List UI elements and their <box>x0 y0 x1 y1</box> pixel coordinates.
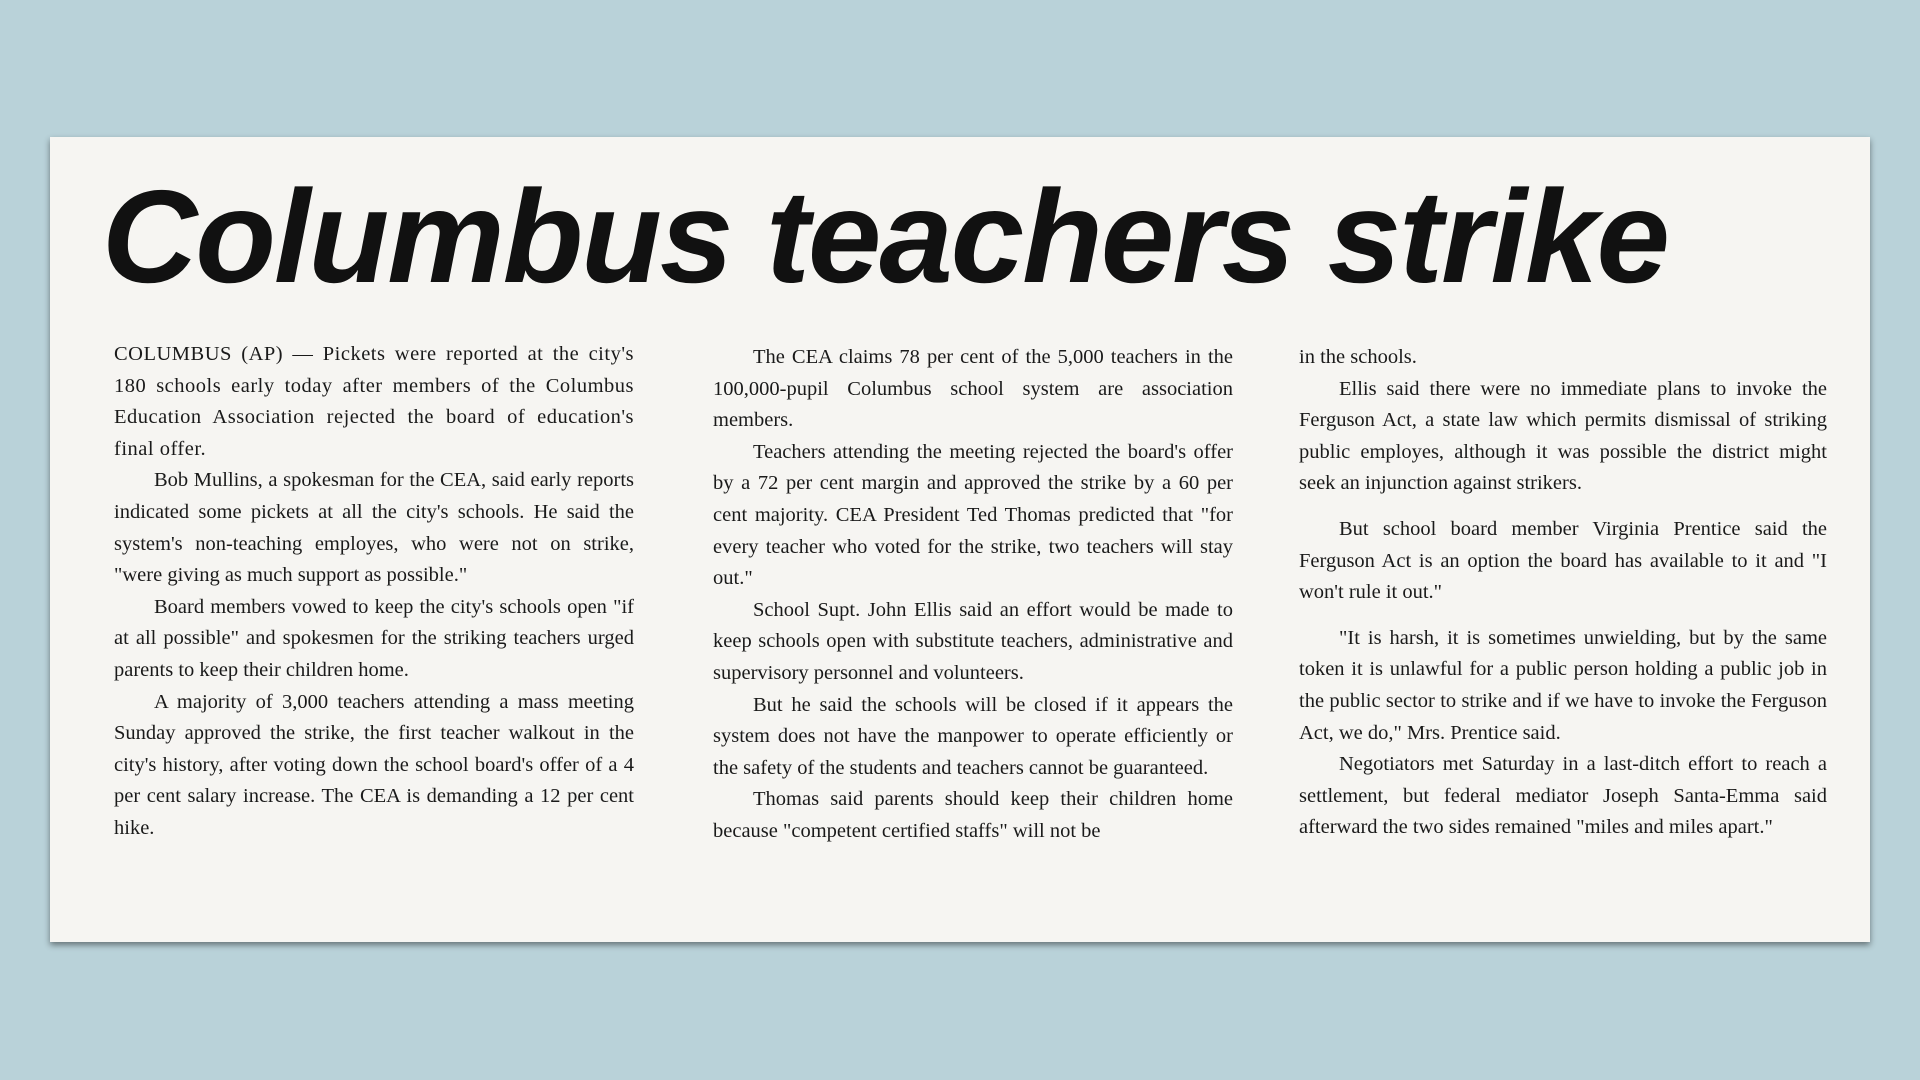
paragraph: But school board member Virginia Prentice said the Ferguson Act is an option the board has available to it and "I won't rule it out." <box>1299 517 1827 604</box>
newspaper-clipping <box>50 137 1870 942</box>
paragraph: But he said the schools will be closed if it appears the system does not have the manpower to operate efficiently or the safety of the students and teachers cannot be guaranteed. <box>713 693 1233 779</box>
paragraph: The CEA claims 78 per cent of the 5,000 teachers in the 100,000-pupil Columbus school system are association members. <box>713 346 1233 432</box>
paragraph: School Supt. John Ellis said an effort would be made to keep schools open with substitute teachers, administrative and supervisory personnel and volunteers. <box>713 598 1233 684</box>
paragraph: Ellis said there were no immediate plans to invoke the Ferguson Act, a state law which permits dismissal of striking public employes, although it was possible the district might seek an injunction against strikers. <box>1299 377 1827 495</box>
headline: Columbus teachers strike <box>102 163 1668 310</box>
paragraph: Thomas said parents should keep their children home because "competent certified staffs" will not be <box>713 788 1233 842</box>
paragraph: Board members vowed to keep the city's schools open "if at all possible" and spokesmen for the striking teachers urged parents to keep their children home. <box>114 595 634 681</box>
article-column-2 <box>713 342 1233 848</box>
paragraph: in the schools. <box>1299 346 1417 368</box>
paragraph: COLUMBUS (AP) — Pickets were reported at the city's 180 schools early today after members of the Columbus Education Association rejected the board of education's final offer. <box>114 343 634 460</box>
paragraph: "It is harsh, it is sometimes unwielding, but by the same token it is unlawful for a public person holding a public job in the public sector to strike and if we have to invoke the Ferguson Act, we do," Mrs. Prentice said. <box>1299 626 1827 744</box>
paragraph: Negotiators met Saturday in a last-ditch effort to reach a settlement, but federal mediator Joseph Santa-Emma said afterward the two sides remained "miles and miles apart." <box>1299 753 1827 839</box>
article-column-1 <box>114 339 634 845</box>
paragraph: A majority of 3,000 teachers attending a mass meeting Sunday approved the strike, the first teacher walkout in the city's history, after voting down the school board's offer of a 4 per cent salary increase. The CEA is demanding a 12 per cent hike. <box>114 690 634 839</box>
article-column-3 <box>1299 342 1827 844</box>
paragraph: Teachers attending the meeting rejected the board's offer by a 72 per cent margin and approved the strike by a 60 per cent majority. CEA President Ted Thomas predicted that "for every teacher who voted for the strike, two teachers will stay out." <box>713 440 1233 590</box>
paragraph: Bob Mullins, a spokesman for the CEA, said early reports indicated some pickets at all the city's schools. He said the system's non-teaching employes, who were not on strike, "were giving as much support as possible." <box>114 469 634 587</box>
